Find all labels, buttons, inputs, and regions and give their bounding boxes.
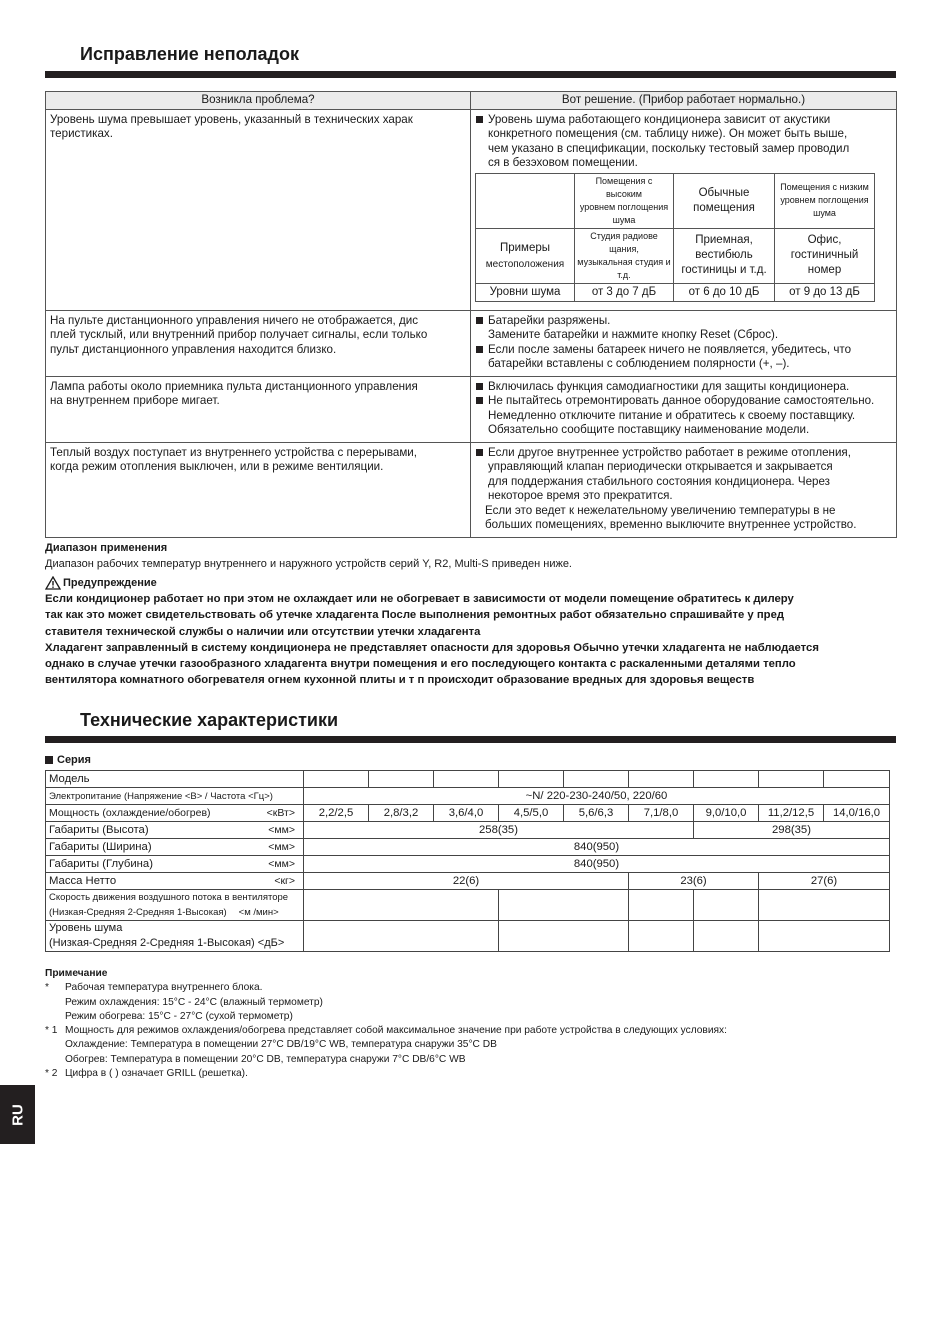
square-bullet-icon [45,756,53,764]
example-line: Приемная, [695,234,753,246]
solution-bullet: Батарейки разряжены. [475,314,892,329]
solution-line: Обязательно сообщите поставщику наименование модели. [488,423,810,436]
solution-bullet: Включилась функция самодиагностики для защиты кондиционера. [475,380,892,395]
header-line: шума [813,208,836,218]
solution-bullet: Если другое внутреннее устройство работает в режиме отопления, [475,446,892,461]
height-value: 258(35) [304,822,694,839]
troubleshooting-title: Исправление неполадок [80,44,299,64]
solution-line: больших помещениях, временно выключите внутреннее устройство. [485,518,857,531]
noise-row [46,921,890,952]
table-row [46,376,897,442]
height-value: 298(35) [694,822,890,839]
note-item [45,1024,727,1067]
capacity-label: Мощность (охлаждение/обогрев) [49,807,211,819]
airflow-label-line: (Низкая-Средняя 2-Средняя 1-Высокая) [49,907,227,918]
capacity-unit: <кВт> [266,807,295,819]
capacity-value: 11,2/12,5 [759,805,824,822]
noise-value [304,921,499,952]
specs-rule [45,736,896,743]
problem-line: Теплый воздух поступает из внутреннего устройства с перерывами, [50,445,418,459]
airflow-unit: <м /мин> [238,907,279,918]
problem-line: когда режим отопления выключен, или в режиме вентиляции. [50,460,384,473]
warning-heading [45,576,905,590]
high-absorption-header [575,173,674,228]
airflow-value [499,890,629,921]
note-line: Цифра в ( ) означает GRILL (решетка). [65,1068,248,1080]
example-studio [575,228,674,283]
specs-table [45,770,890,952]
solution-line: для поддержания стабильного состояния кондиционера. Через [488,474,830,488]
mass-label-cell [46,873,304,890]
note-mark: * [45,982,49,994]
model-cell [499,771,564,788]
warning-title: Предупреждение [63,577,157,589]
solution-line: управляющий клапан периодически открывается и закрывается [488,460,833,473]
noise-label-line: Уровень шума [49,922,123,934]
example-line: Студия радиове [590,230,658,241]
example-line: гостиничный [790,249,859,261]
model-cell [304,771,369,788]
capacity-value: 2,8/3,2 [369,805,434,822]
problem-cell [46,376,471,442]
model-cell [629,771,694,788]
noise-level-value: от 9 до 13 дБ [775,283,875,301]
warning-section [45,576,905,689]
example-lobby [674,228,775,283]
troubleshooting-table [45,91,897,538]
header-line: Помещения с высоким [595,175,653,199]
range-section [45,542,905,570]
mass-unit: <кг> [274,875,295,887]
airflow-value [304,890,499,921]
height-label: Габариты (Высота) [49,824,149,836]
airflow-label-cell [46,890,304,921]
example-office [775,228,875,283]
header-line: Помещения с низким [780,182,869,192]
width-label: Габариты (Ширина) [49,841,152,853]
range-text: Диапазон рабочих температур внутреннего и наружного устройств серий Y, R2, Multi-S приведен ниже. [45,558,572,570]
solution-line: Если это ведет к нежелательному увеличению температуры в не [485,503,836,517]
capacity-value: 5,6/6,3 [564,805,629,822]
depth-label: Габариты (Глубина) [49,858,153,870]
example-line: музыкальная студия и [577,256,671,267]
height-unit: <мм> [268,824,295,836]
model-cell [694,771,759,788]
solution-bullet: Если после замены батареек ничего не появляется, убедитесь, что [475,343,892,358]
power-supply-row [46,788,890,805]
noise-levels-label: Уровни шума [476,283,575,301]
solution-line: чем указано в спецификации, поскольку тестовый замер проводил [488,141,850,155]
note-line: Рабочая температура внутреннего блока. [65,982,263,994]
example-line: щания, [609,243,639,254]
power-supply-value: ~N/ 220-230-240/50, 220/60 [304,788,890,805]
noise-level-value: от 6 до 10 дБ [674,283,775,301]
model-cell [434,771,499,788]
normal-rooms-header [674,173,775,228]
noise-table-levels-row [476,283,875,301]
solution-line: Немедленно отключите питание и обратитесь к своему поставщику. [488,408,856,422]
solution-cell [471,310,897,376]
warning-line: Если кондиционер работает но при этом не охлаждает или не обогревает в зависимости от модели помещение обратитесь к дилеру [45,593,794,605]
model-row [46,771,890,788]
capacity-value: 9,0/10,0 [694,805,759,822]
height-label-cell [46,822,304,839]
problem-line: пульт дистанционного управления находится близко. [50,342,337,356]
note-line: Охлаждение: Температура в помещении 27°C DB/19°C WB, температура снаружи 35°C DB [65,1039,497,1051]
notes-title: Примечание [45,968,108,979]
solution-cell [471,109,897,310]
noise-table-examples-row [476,228,875,283]
problem-line: Лампа работы около приемника пульта дистанционного управления [50,379,418,393]
noise-value [629,921,694,952]
solution-cell [471,376,897,442]
warning-line: вентилятора комнатного обогревателя огнем кухонной плиты и т п происходит образование вредных для здоровья веществ [45,674,755,687]
table-row [46,442,897,537]
model-cell [759,771,824,788]
capacity-value: 3,6/4,0 [434,805,499,822]
mass-value: 22(6) [304,873,629,890]
header-line: Обычные [698,186,750,199]
problem-line: на внутреннем приборе мигает. [50,394,220,407]
header-line: уровнем поглощения [780,195,869,205]
problem-cell [46,442,471,537]
problem-line: Уровень шума превышает уровень, указанный в технических харак [50,112,413,126]
language-tab-label: RU [9,1103,26,1126]
header-line: уровнем поглощения [579,201,669,212]
width-unit: <мм> [268,841,295,853]
note-item [45,1067,727,1081]
airflow-value [629,890,694,921]
airflow-value [759,890,890,921]
table-row [46,310,897,376]
problem-line: На пульте дистанционного управления ничего не отображается, дис [50,313,419,327]
note-line: Мощность для режимов охлаждения/обогрева представляет собой максимальное значение при работе устройства в следующих условиях: [65,1025,727,1037]
model-cell [369,771,434,788]
solution-line: Замените батарейки и нажмите кнопку Reset (Сброс). [488,328,779,341]
power-supply-label: Электропитание (Напряжение <В> / Частота <Гц>) [46,788,304,805]
model-cell [564,771,629,788]
example-line: Офис, [807,234,842,246]
solution-bullet: Не пытайтесь отремонтировать данное оборудование самостоятельно. [475,394,892,409]
solution-cell [471,442,897,537]
solution-line: ся в безэховом помещении. [488,156,638,169]
warning-line: так как это может свидетельствовать об утечке хладагента После выполнения ремонтных работ обязательно спрашивайте у пред [45,609,785,622]
width-value: 840(950) [304,839,890,856]
note-item [45,981,727,1024]
note-mark: * 2 [45,1068,58,1080]
example-line: гостиницы и т.д. [681,264,767,276]
noise-label-cell [46,921,304,952]
noise-level-value: от 3 до 7 дБ [575,283,674,301]
depth-row [46,856,890,873]
capacity-row [46,805,890,822]
note-mark: * 1 [45,1025,58,1037]
capacity-value: 4,5/5,0 [499,805,564,822]
solution-header: Вот решение. (Прибор работает нормально.) [471,92,897,110]
problem-line: плей тусклый, или внутренний прибор получает сигналы, если только [50,328,428,341]
warning-line: однако в случае утечки газообразного хладагента внутри помещения и его последующего контакта с раскаленными деталями тепло [45,658,796,671]
problem-line: теристиках. [50,127,113,140]
series-heading [45,754,91,766]
warning-line: Хладагент заправленный в систему кондиционера не представляет опасности для здоровья Обычно утечки хладагента не наблюдается [45,641,819,654]
range-title: Диапазон применения [45,542,168,554]
mass-label: Масса Нетто [49,875,117,887]
mass-value: 23(6) [629,873,759,890]
noise-table-header-row [476,173,875,228]
problem-cell [46,310,471,376]
height-row [46,822,890,839]
capacity-value: 7,1/8,0 [629,805,694,822]
capacity-value: 14,0/16,0 [824,805,890,822]
series-label: Серия [57,754,91,766]
model-label: Модель [46,771,304,788]
warning-body [45,591,905,689]
note-line: Обогрев: Температура в помещении 20°C DB, температура снаружи 7°C DB/6°C WB [65,1053,466,1065]
solution-line: конкретного помещения (см. таблицу ниже). Он может быть выше, [488,127,848,140]
noise-label-line: (Низкая-Средняя 2-Средняя 1-Высокая) <дБ> [49,937,285,949]
label-line: Примеры [499,242,551,254]
model-cell [824,771,890,788]
note-line: Режим охлаждения: 15°C - 24°C (влажный термометр) [65,996,323,1008]
noise-value [499,921,629,952]
depth-unit: <мм> [268,858,295,870]
example-line: вестибюль [695,249,753,261]
width-label-cell [46,839,304,856]
warning-triangle-icon [45,576,61,590]
warning-line: ставителя технической службы о наличии или отсутствии утечки хладагента [45,625,481,638]
troubleshooting-header-row [46,92,897,110]
depth-label-cell [46,856,304,873]
language-tab [0,1085,35,1144]
solution-line: некоторое время это прекратится. [488,489,673,502]
depth-value: 840(950) [304,856,890,873]
solution-line: батарейки вставлены с соблюдением полярности (+, –). [488,357,790,370]
header-line: шума [612,214,636,225]
solution-bullet: Уровень шума работающего кондиционера зависит от акустики [475,113,892,128]
capacity-value: 2,2/2,5 [304,805,369,822]
mass-row [46,873,890,890]
example-line: т.д. [617,269,631,280]
noise-table [475,173,875,302]
notes-section [45,967,727,1081]
capacity-label-cell [46,805,304,822]
noise-value [694,921,759,952]
airflow-label-line: Скорость движения воздушного потока в вентиляторе [49,892,289,903]
problem-header: Возникла проблема? [46,92,471,110]
title-rule [45,71,896,78]
airflow-value [694,890,759,921]
width-row [46,839,890,856]
problem-cell [46,109,471,310]
header-line: помещения [693,201,755,214]
example-line: номер [807,264,842,276]
specs-title: Технические характеристики [80,710,339,730]
examples-label [476,228,575,283]
airflow-row [46,890,890,921]
table-row [46,109,897,310]
label-line: местоположения [485,259,565,270]
note-line: Режим обогрева: 15°C - 27°C (сухой термометр) [65,1010,293,1022]
low-absorption-header [775,173,875,228]
mass-value: 27(6) [759,873,890,890]
noise-value [759,921,890,952]
noise-table-corner [476,173,575,228]
